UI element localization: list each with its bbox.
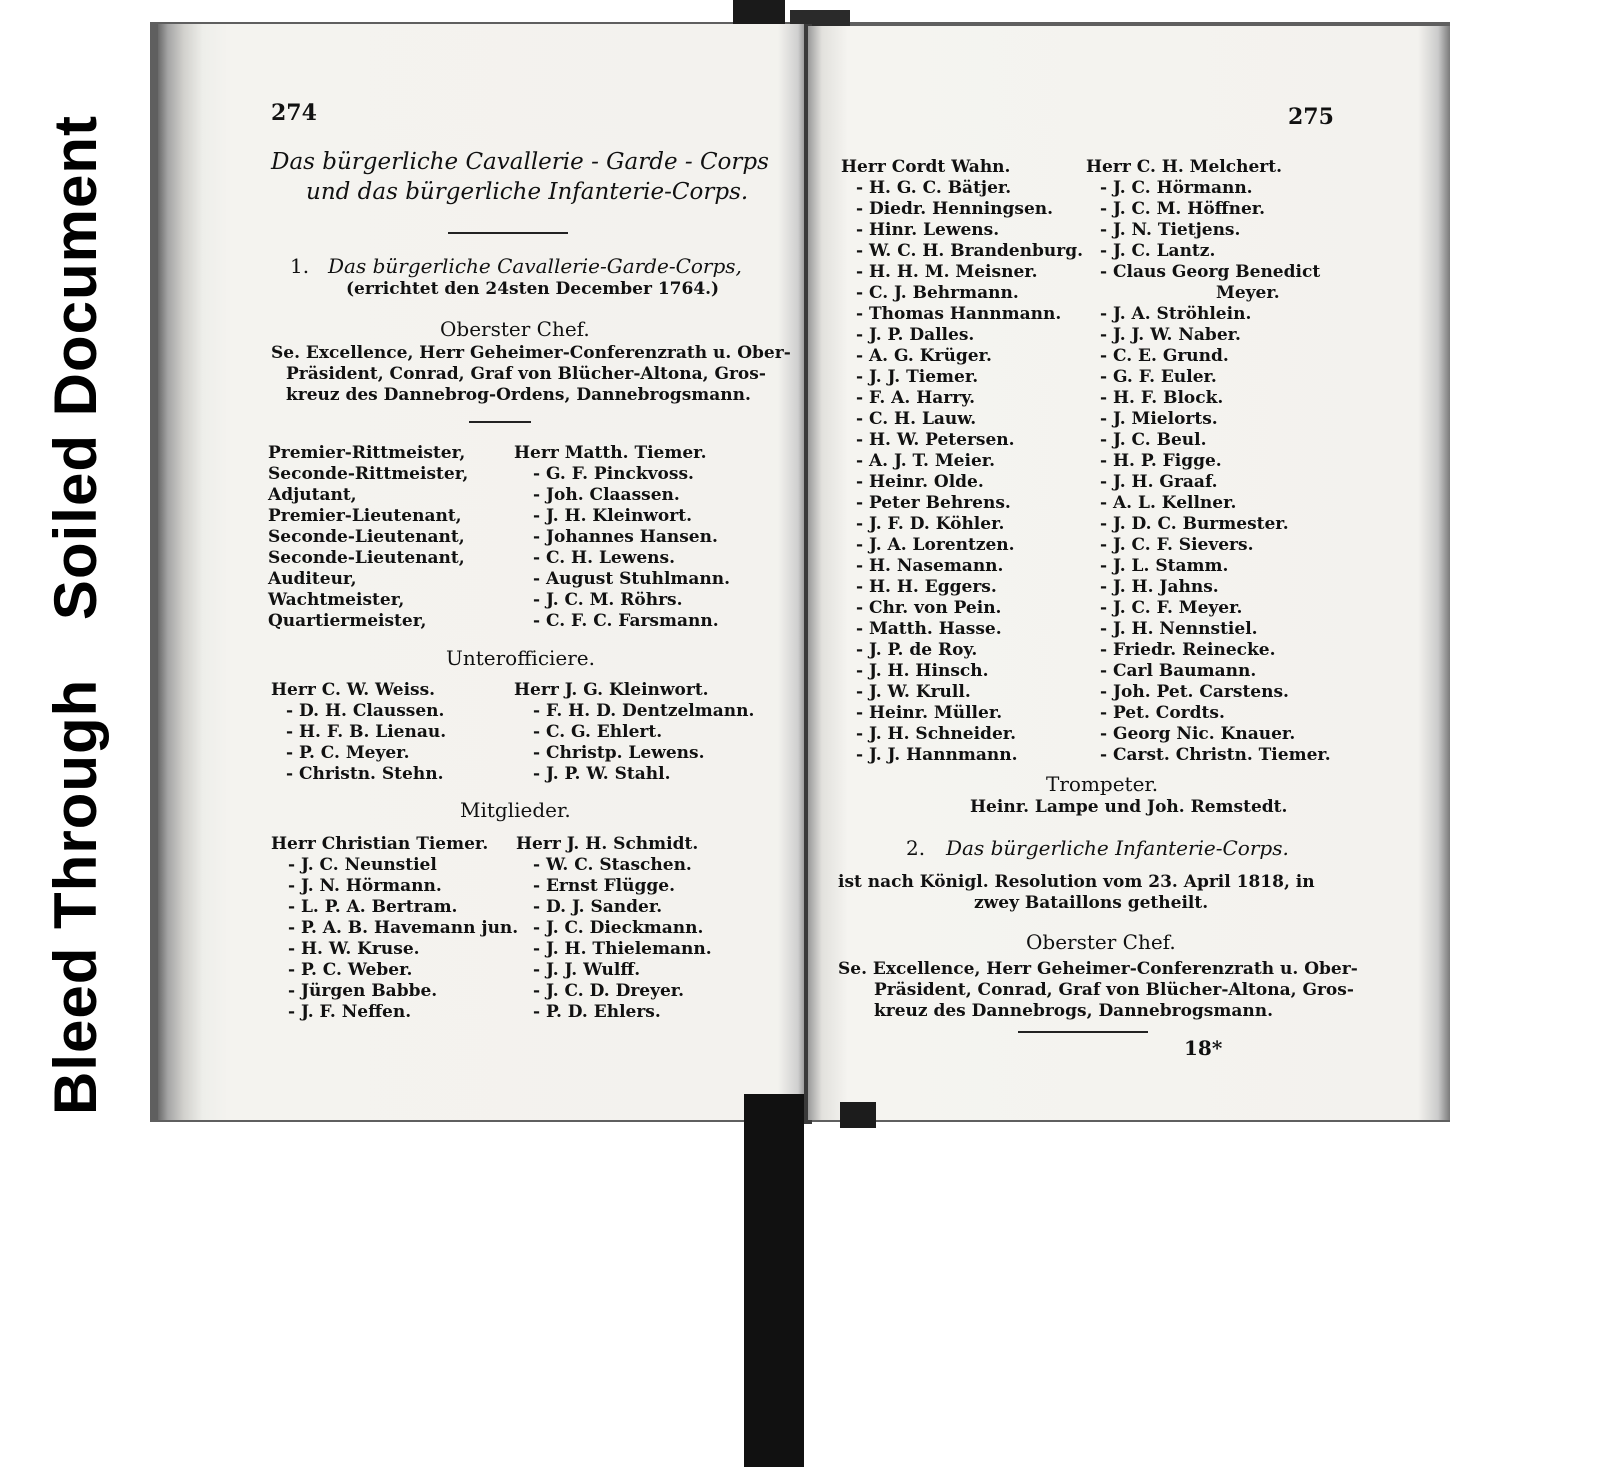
list-item: - Ernst Flügge.: [533, 876, 675, 896]
list-item: - Claus Georg Benedict: [1100, 262, 1321, 282]
list-item: - Joh. Pet. Carstens.: [1100, 682, 1289, 702]
chef-divider: [469, 421, 531, 423]
list-item: - J. A. Lorentzen.: [856, 535, 1015, 555]
list-item: - H. P. Figge.: [1100, 451, 1222, 471]
unterofficiere-heading: Unterofficiere.: [446, 646, 596, 670]
title-divider: [448, 232, 568, 234]
list-item: - Heinr. Olde.: [856, 472, 984, 492]
list-item: - Thomas Hannmann.: [856, 304, 1062, 324]
list-item: - Georg Nic. Knauer.: [1100, 724, 1296, 744]
list-item: - J. C. F. Meyer.: [1100, 598, 1243, 618]
list-item: Herr J. G. Kleinwort.: [514, 680, 709, 700]
list-item: - J. J. Wulff.: [533, 960, 641, 980]
officer-rank: Seconde-Rittmeister,: [268, 464, 469, 484]
side-label-bleed-through: Bleed Through: [41, 678, 109, 1115]
trompeter-heading: Trompeter.: [1046, 772, 1159, 796]
list-item: - H. G. C. Bätjer.: [856, 178, 1012, 198]
list-item: - Friedr. Reinecke.: [1100, 640, 1276, 660]
left-page: [158, 24, 806, 1120]
list-item: - A. G. Krüger.: [856, 346, 992, 366]
list-item: - J. C. Lantz.: [1100, 241, 1216, 261]
list-item: - F. H. D. Dentzelmann.: [533, 701, 755, 721]
list-item: Herr Cordt Wahn.: [841, 157, 1011, 177]
list-item: - J. J. Hannmann.: [856, 745, 1018, 765]
list-item: - L. P. A. Bertram.: [288, 897, 458, 917]
left-title-line1: Das bürgerliche Cavallerie - Garde - Corps: [271, 149, 769, 175]
list-item: - G. F. Euler.: [1100, 367, 1217, 387]
list-item: - Matth. Hasse.: [856, 619, 1002, 639]
list-item: - Carl Baumann.: [1100, 661, 1257, 681]
left-title-line2: und das bürgerliche Infanterie-Corps.: [306, 179, 749, 205]
officer-name: - Johannes Hansen.: [533, 527, 718, 547]
list-item: Herr C. H. Melchert.: [1086, 157, 1283, 177]
officer-name: - J. H. Kleinwort.: [533, 506, 693, 526]
list-item: - J. C. Beul.: [1100, 430, 1207, 450]
list-item: - J. H. Hinsch.: [856, 661, 989, 681]
list-item: Herr Christian Tiemer.: [271, 834, 489, 854]
list-item: - J. P. de Roy.: [856, 640, 978, 660]
list-item: - J. H. Schneider.: [856, 724, 1017, 744]
section1-subtitle: (errichtet den 24sten December 1764.): [346, 279, 720, 299]
list-item: - J. J. W. Naber.: [1100, 325, 1241, 345]
list-item: Herr J. H. Schmidt.: [516, 834, 699, 854]
list-item: - C. E. Grund.: [1100, 346, 1229, 366]
officer-name: Herr Matth. Tiemer.: [514, 443, 707, 463]
list-item: - P. C. Meyer.: [286, 743, 410, 763]
section2-number: 2.: [906, 836, 926, 860]
list-item: - Chr. von Pein.: [856, 598, 1002, 618]
left-chef-line2: Präsident, Conrad, Graf von Blücher-Altona, Gros-: [286, 364, 766, 384]
list-item: - Carst. Christn. Tiemer.: [1100, 745, 1331, 765]
section1-title: Das bürgerliche Cavallerie-Garde-Corps,: [328, 254, 742, 278]
list-item: - J. C. M. Höffner.: [1100, 199, 1266, 219]
officer-name: - August Stuhlmann.: [533, 569, 731, 589]
officer-rank: Adjutant,: [268, 485, 357, 505]
list-item: Herr C. W. Weiss.: [271, 680, 436, 700]
list-item: - C. G. Ehlert.: [533, 722, 663, 742]
list-item: - J. P. W. Stahl.: [533, 764, 671, 784]
list-item: - J. C. F. Sievers.: [1100, 535, 1254, 555]
signature-mark: 18*: [1184, 1036, 1223, 1060]
officer-rank: Quartiermeister,: [268, 611, 427, 631]
list-item: - J. D. C. Burmester.: [1100, 514, 1289, 534]
list-item: - J. F. Neffen.: [288, 1002, 412, 1022]
list-item: - J. H. Jahns.: [1100, 577, 1219, 597]
officer-name: - C. F. C. Farsmann.: [533, 611, 719, 631]
list-item: - P. A. B. Havemann jun.: [288, 918, 519, 938]
section1-number: 1.: [290, 254, 310, 278]
list-item: - H. W. Kruse.: [288, 939, 420, 959]
section2-title: Das bürgerliche Infanterie-Corps.: [946, 836, 1289, 860]
right-chef-line2: Präsident, Conrad, Graf von Blücher-Altona, Gros-: [874, 980, 1354, 1000]
list-item: - H. F. Block.: [1100, 388, 1224, 408]
right-page-number: 275: [1288, 104, 1334, 130]
officer-rank: Auditeur,: [268, 569, 357, 589]
list-item: Meyer.: [1216, 283, 1280, 303]
left-page-number: 274: [271, 100, 317, 126]
right-chef-line1: Se. Excellence, Herr Geheimer-Conferenzrath u. Ober-: [838, 959, 1358, 979]
list-item: - Peter Behrens.: [856, 493, 1011, 513]
list-item: - W. C. H. Brandenburg.: [856, 241, 1083, 261]
officer-name: - C. H. Lewens.: [533, 548, 676, 568]
list-item: - J. H. Nennstiel.: [1100, 619, 1258, 639]
list-item: - A. J. T. Meier.: [856, 451, 996, 471]
list-item: - D. J. Sander.: [533, 897, 663, 917]
list-item: - J. P. Dalles.: [856, 325, 975, 345]
section2-line1: ist nach Königl. Resolution vom 23. April 1818, in: [838, 872, 1315, 892]
list-item: - H. Nasemann.: [856, 556, 1004, 576]
right-chef-line3: kreuz des Dannebrogs, Dannebrogsmann.: [874, 1001, 1274, 1021]
officer-rank: Premier-Rittmeister,: [268, 443, 466, 463]
mitglieder-heading: Mitglieder.: [460, 798, 571, 822]
left-chef-heading: Oberster Chef.: [440, 317, 590, 341]
list-item: - J. N. Tietjens.: [1100, 220, 1241, 240]
list-item: - J. C. Hörmann.: [1100, 178, 1253, 198]
list-item: - H. H. M. Meisner.: [856, 262, 1038, 282]
list-item: - Jürgen Babbe.: [288, 981, 438, 1001]
officer-rank: Seconde-Lieutenant,: [268, 527, 465, 547]
list-item: - D. H. Claussen.: [286, 701, 445, 721]
list-item: - C. J. Behrmann.: [856, 283, 1019, 303]
left-chef-line1: Se. Excellence, Herr Geheimer-Conferenzrath u. Ober-: [271, 343, 791, 363]
list-item: - J. Mielorts.: [1100, 409, 1218, 429]
officer-rank: Seconde-Lieutenant,: [268, 548, 465, 568]
list-item: - Christp. Lewens.: [533, 743, 705, 763]
list-item: - H. F. B. Lienau.: [286, 722, 447, 742]
trompeter-line: Heinr. Lampe und Joh. Remstedt.: [970, 797, 1288, 817]
right-chef-heading: Oberster Chef.: [1026, 930, 1176, 954]
list-item: - Heinr. Müller.: [856, 703, 1003, 723]
list-item: - Hinr. Lewens.: [856, 220, 1000, 240]
list-item: - J. C. Neunstiel: [288, 855, 437, 875]
officer-rank: Wachtmeister,: [268, 590, 405, 610]
list-item: - J. J. Tiemer.: [856, 367, 979, 387]
list-item: - J. A. Ströhlein.: [1100, 304, 1252, 324]
side-label-soiled-document: Soiled Document: [41, 115, 109, 621]
list-item: - P. C. Weber.: [288, 960, 413, 980]
list-item: - J. H. Graaf.: [1100, 472, 1218, 492]
list-item: - Pet. Cordts.: [1100, 703, 1225, 723]
list-item: - J. C. D. Dreyer.: [533, 981, 685, 1001]
right-page: [808, 26, 1450, 1120]
list-item: - J. F. D. Köhler.: [856, 514, 1005, 534]
section2-line2: zwey Bataillons getheilt.: [974, 893, 1209, 913]
bookmark-ribbon-2: [840, 1102, 876, 1128]
officer-name: - J. C. M. Röhrs.: [533, 590, 683, 610]
left-chef-line3: kreuz des Dannebrog-Ordens, Dannebrogsmann.: [286, 385, 751, 405]
list-item: - A. L. Kellner.: [1100, 493, 1237, 513]
list-item: - J. H. Thielemann.: [533, 939, 712, 959]
list-item: - H. W. Petersen.: [856, 430, 1015, 450]
list-item: - Diedr. Henningsen.: [856, 199, 1054, 219]
list-item: - P. D. Ehlers.: [533, 1002, 661, 1022]
officer-rank: Premier-Lieutenant,: [268, 506, 462, 526]
list-item: - C. H. Lauw.: [856, 409, 977, 429]
right-divider: [1018, 1031, 1148, 1033]
list-item: - J. L. Stamm.: [1100, 556, 1229, 576]
list-item: - H. H. Eggers.: [856, 577, 997, 597]
bookmark-ribbon: [744, 1094, 804, 1467]
list-item: - J. N. Hörmann.: [288, 876, 442, 896]
list-item: - J. C. Dieckmann.: [533, 918, 704, 938]
officer-name: - G. F. Pinckvoss.: [533, 464, 694, 484]
list-item: - F. A. Harry.: [856, 388, 976, 408]
side-label: [15, 115, 135, 1115]
list-item: - W. C. Staschen.: [533, 855, 692, 875]
list-item: - Christn. Stehn.: [286, 764, 444, 784]
officer-name: - Joh. Claassen.: [533, 485, 680, 505]
list-item: - J. W. Krull.: [856, 682, 971, 702]
